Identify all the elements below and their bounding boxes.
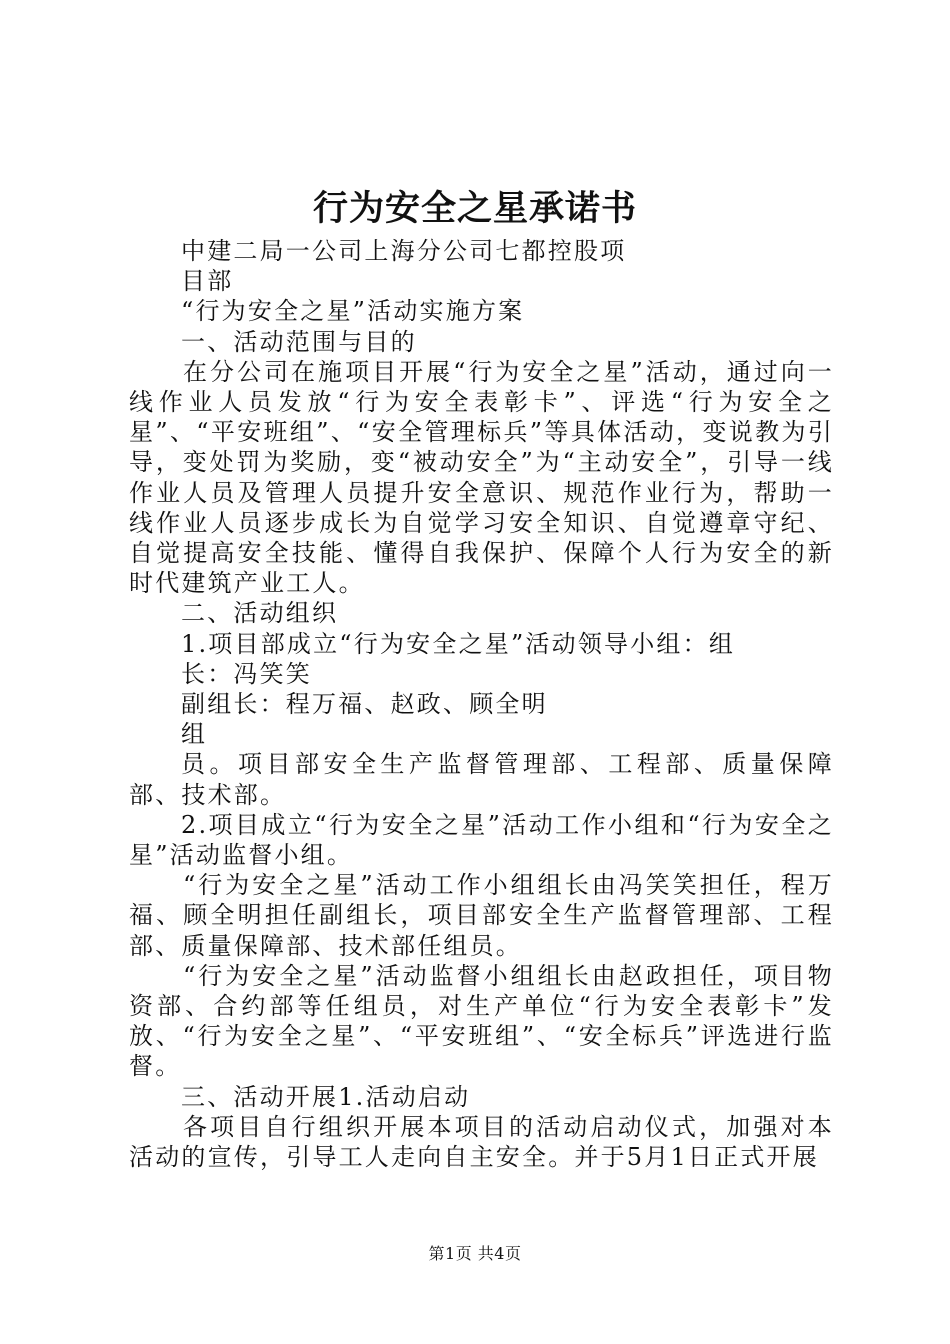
paragraph: 组	[181, 720, 208, 749]
section-heading: 二、活动组织	[181, 599, 339, 628]
paragraph: 目部	[181, 267, 234, 296]
paragraph: 各项目自行组织开展本项目的活动启动仪式，加强对本活动的宣传，引导工人走向自主安全。并于5月1日正式开展	[129, 1112, 834, 1172]
section-heading: 三、活动开展1.活动启动	[181, 1082, 471, 1111]
paragraph: 2.项目成立“行为安全之星”活动工作小组和“行为安全之星”活动监督小组。	[129, 810, 834, 870]
paragraph: 1.项目部成立“行为安全之星”活动领导小组：组	[181, 629, 736, 658]
paragraph: 员。项目部安全生产监督管理部、工程部、质量保障部、技术部。	[129, 750, 834, 809]
paragraph: 副组长：程万福、赵政、顾全明	[181, 690, 548, 719]
paragraph: “行为安全之星”活动监督小组组长由赵政担任，项目物资部、合约部等任组员，对生产单位“行为安全表彰卡”发放、“行为安全之星”、“平安班组”、“安全标兵”评选进行监督。	[129, 961, 834, 1081]
paragraph: “行为安全之星”活动实施方案	[181, 297, 525, 326]
section-heading: 一、活动范围与目的	[181, 327, 417, 356]
paragraph: 长：冯笑笑	[181, 659, 312, 688]
paragraph: 在分公司在施项目开展“行为安全之星”活动，通过向一线作业人员发放“行为安全表彰卡”、评选“行为安全之星”、“平安班组”、“安全管理标兵”等具体活动，变说教为引导，变处罚为奖励，变“被动安全”为“主动安全”，引导一线作业人员及管理人员提升安全意识、规范作业行为，帮助一线作业人员逐步成长为自觉学习安全知识、自觉遵章守纪、自觉提高安全技能、懂得自我保护、保障个人行为安全的新时代建筑产业工人。	[129, 357, 834, 598]
page-footer: 第1页 共4页	[428, 1244, 522, 1263]
paragraph: “行为安全之星”活动工作小组组长由冯笑笑担任，程万福、顾全明担任副组长，项目部安全生产监督管理部、工程部、质量保障部、技术部任组员。	[129, 871, 834, 960]
document-title: 行为安全之星承诺书	[312, 188, 637, 229]
document-body	[129, 236, 834, 1172]
paragraph: 中建二局一公司上海分公司七都控股项	[181, 237, 627, 265]
